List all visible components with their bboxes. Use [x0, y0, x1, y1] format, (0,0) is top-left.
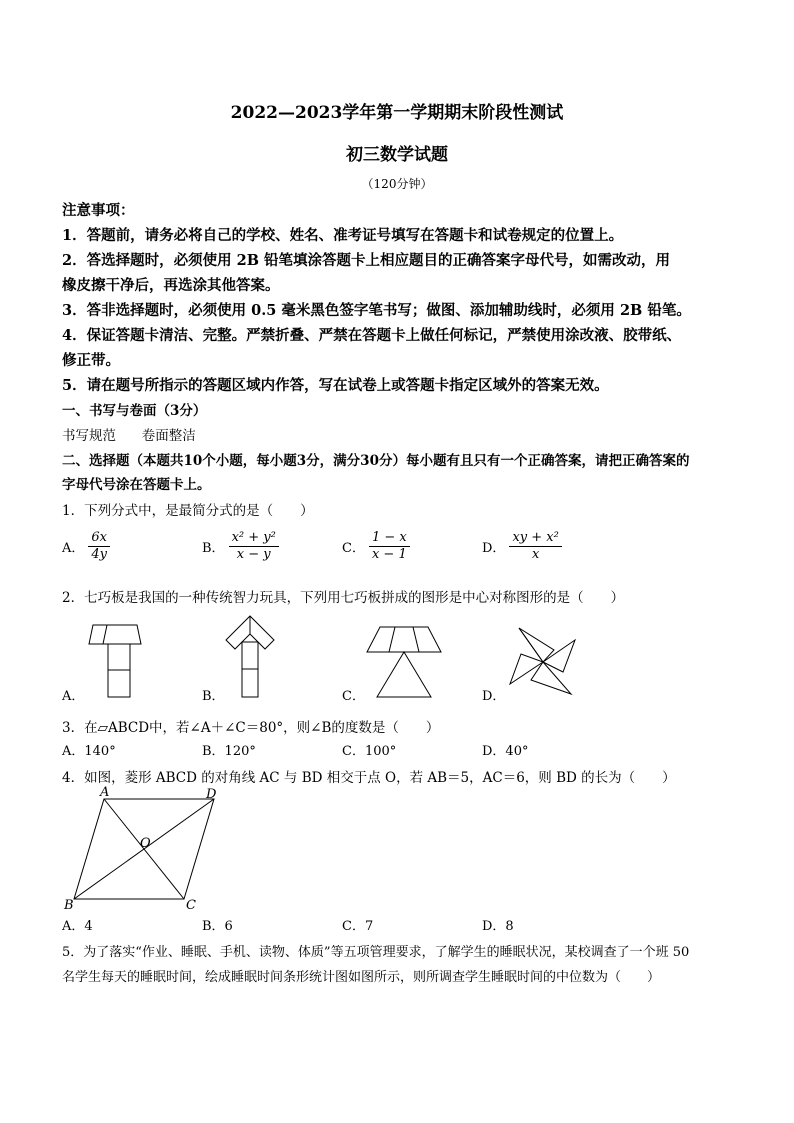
q3-option-a: A．140°	[62, 744, 116, 759]
q4-option-a: A．4	[62, 919, 93, 934]
note-line: 橡皮擦干净后，再选涂其他答案。	[62, 277, 280, 294]
q1-option-a: A． $\frac{6x}{4y}$	[62, 530, 110, 563]
q2-stem: 2．七巧板是我国的一种传统智力玩具，下列用七巧板拼成的图形是中心对称图形的是（ ）	[62, 590, 625, 606]
q5-stem-line2: 名学生每天的睡眠时间，绘成睡眠时间条形统计图如图所示，则所调查学生睡眠时间的中位数为（ ）	[62, 970, 661, 985]
vertex-a-label: A	[100, 785, 110, 800]
q2-option-a-label: A．	[62, 689, 85, 704]
note-line: 2．答选择题时，必须使用 2B 铅笔填涂答题卡上相应题目的正确答案字母代号，如需改动，用	[62, 252, 671, 269]
section2-heading: 二、选择题（本题共10个小题，每小题3分，满分30分）每小题有且只有一个正确答案，请把正确答案的	[62, 453, 690, 469]
q4-stem: 4．如图，菱形 ABCD 的对角线 AC 与 BD 相交于点 O，若 AB＝5，AC＝6，则 BD 的长为（ ）	[62, 770, 676, 786]
q2-option-b-label: B．	[202, 689, 225, 704]
q4-option-d: D．8	[482, 919, 514, 934]
note-line: 4．保证答题卡清洁、完整。严禁折叠、严禁在答题卡上做任何标记，严禁使用涂改液、胶带纸、	[62, 327, 682, 344]
section1-items: 书写规范 卷面整洁	[62, 428, 196, 444]
q4-rhombus-diagram	[62, 785, 232, 913]
q4-option-b: B．6	[202, 919, 233, 934]
exam-subtitle: 初三数学试题	[346, 145, 448, 165]
q3-option-c: C．100°	[342, 744, 397, 759]
q1-option-d: D． $\frac{\text{xy + x²}}{x}$	[482, 530, 562, 563]
q2-option-d-label: D．	[482, 689, 506, 704]
q2-figure-a	[85, 624, 145, 700]
q1-option-b: B． $\frac{\text{x² + y²}}{x - y}$	[202, 530, 279, 563]
center-o-label: O	[140, 836, 151, 851]
q2-figure-c	[365, 626, 445, 700]
note-line: 1．答题前，请务必将自己的学校、姓名、准考证号填写在答题卡和试卷规定的位置上。	[62, 227, 624, 244]
note-line: 3．答非选择题时，必须使用 0.5 毫米黑色签字笔书写；做图、添加辅助线时，必须用 2B 铅笔。	[62, 302, 691, 319]
vertex-d-label: D	[206, 787, 217, 802]
exam-duration: （120分钟）	[361, 177, 433, 191]
exam-title: 2022—2023学年第一学期期末阶段性测试	[230, 103, 564, 123]
note-line: 5．请在题号所指示的答题区域内作答，写在试卷上或答题卡指定区域外的答案无效。	[62, 377, 609, 394]
q2-figure-b	[224, 614, 276, 700]
vertex-b-label: B	[64, 898, 74, 913]
q2-figure-d	[507, 624, 579, 700]
vertex-c-label: C	[186, 898, 196, 913]
q5-stem-line1: 5．为了落实“作业、睡眠、手机、读物、体质”等五项管理要求，了解学生的睡眠状况，某校调查了一个班 50	[62, 945, 690, 960]
section2-heading-cont: 字母代号涂在答题卡上。	[62, 477, 211, 493]
notes-heading: 注意事项：	[62, 202, 135, 219]
q3-stem: 3．在▱ABCD中，若∠A＋∠C＝80°，则∠B的度数是（ ）	[62, 720, 440, 736]
q1-stem: 1．下列分式中，是最简分式的是（ ）	[62, 503, 314, 519]
q3-option-d: D．40°	[482, 744, 529, 759]
q2-option-c-label: C．	[342, 689, 365, 704]
section1-heading: 一、书写与卷面（3分）	[62, 403, 207, 419]
q4-option-c: C．7	[342, 919, 374, 934]
q1-option-c: C． $\frac{1 - x}{x - 1}$	[342, 530, 410, 563]
q3-option-b: B．120°	[202, 744, 256, 759]
note-line: 修正带。	[62, 352, 120, 369]
